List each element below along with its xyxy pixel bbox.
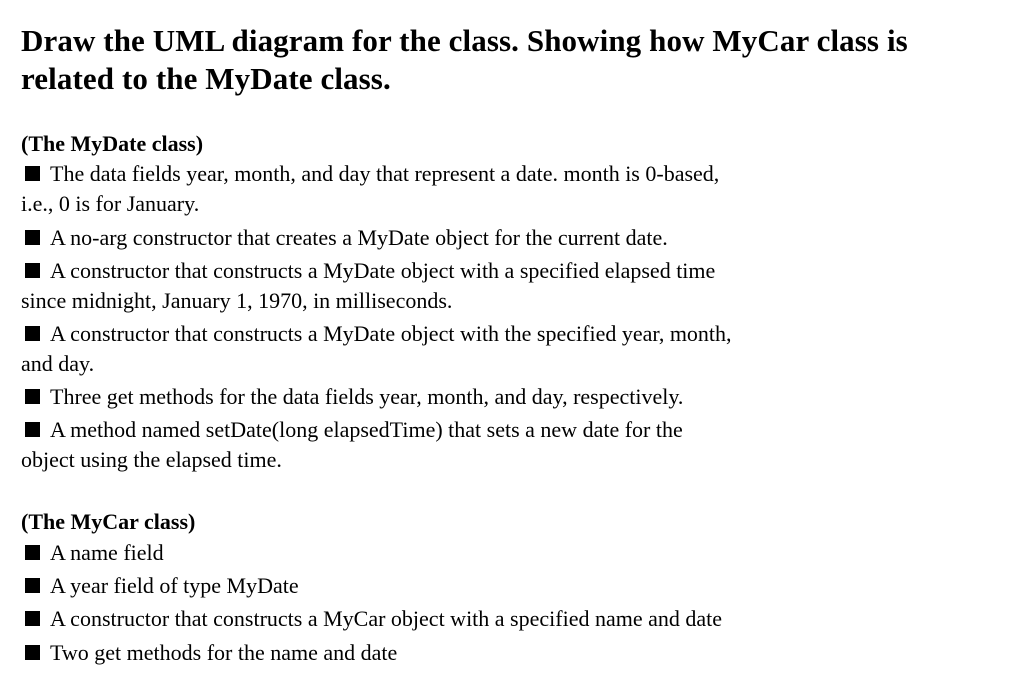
title-line-1: Draw the UML diagram for the class. Showing how MyCar class is — [21, 23, 908, 58]
bullet-square-icon — [25, 645, 40, 660]
list-item: A method named setDate(long elapsedTime) that sets a new date for the object using the elapsed time. — [21, 417, 683, 472]
bullet-square-icon — [25, 166, 40, 181]
bullet-square-icon — [25, 578, 40, 593]
bullet-square-icon — [25, 230, 40, 245]
page-title — [21, 22, 1011, 98]
mydate-section — [21, 128, 1011, 475]
bullet-square-icon — [25, 611, 40, 626]
bullet-square-icon — [25, 422, 40, 437]
list-item: A constructor that constructs a MyCar object with a specified name and date — [21, 604, 1011, 634]
list-item: Two get methods for the name and date — [21, 638, 1011, 668]
list-item: A year field of type MyDate — [21, 571, 1011, 601]
mycar-section — [21, 506, 1011, 668]
mydate-heading: (The MyDate class) — [21, 131, 204, 156]
list-item: The data fields year, month, and day that represent a date. month is 0-based, i.e., 0 is for January. — [21, 161, 720, 216]
list-item: A constructor that constructs a MyDate object with the specified year, month, and day. — [21, 321, 732, 376]
bullet-square-icon — [25, 389, 40, 404]
title-line-2: related to the MyDate class. — [21, 61, 391, 96]
document-page — [21, 22, 1011, 98]
bullet-square-icon — [25, 326, 40, 341]
bullet-square-icon — [25, 545, 40, 560]
list-item: A constructor that constructs a MyDate object with a specified elapsed time since midnight, January 1, 1970, in milliseconds. — [21, 258, 716, 313]
list-item: A no-arg constructor that creates a MyDate object for the current date. — [21, 223, 1011, 253]
list-item: A name field — [21, 538, 1011, 568]
bullet-square-icon — [25, 263, 40, 278]
list-item: Three get methods for the data fields year, month, and day, respectively. — [21, 382, 1011, 412]
mycar-heading: (The MyCar class) — [21, 509, 196, 534]
